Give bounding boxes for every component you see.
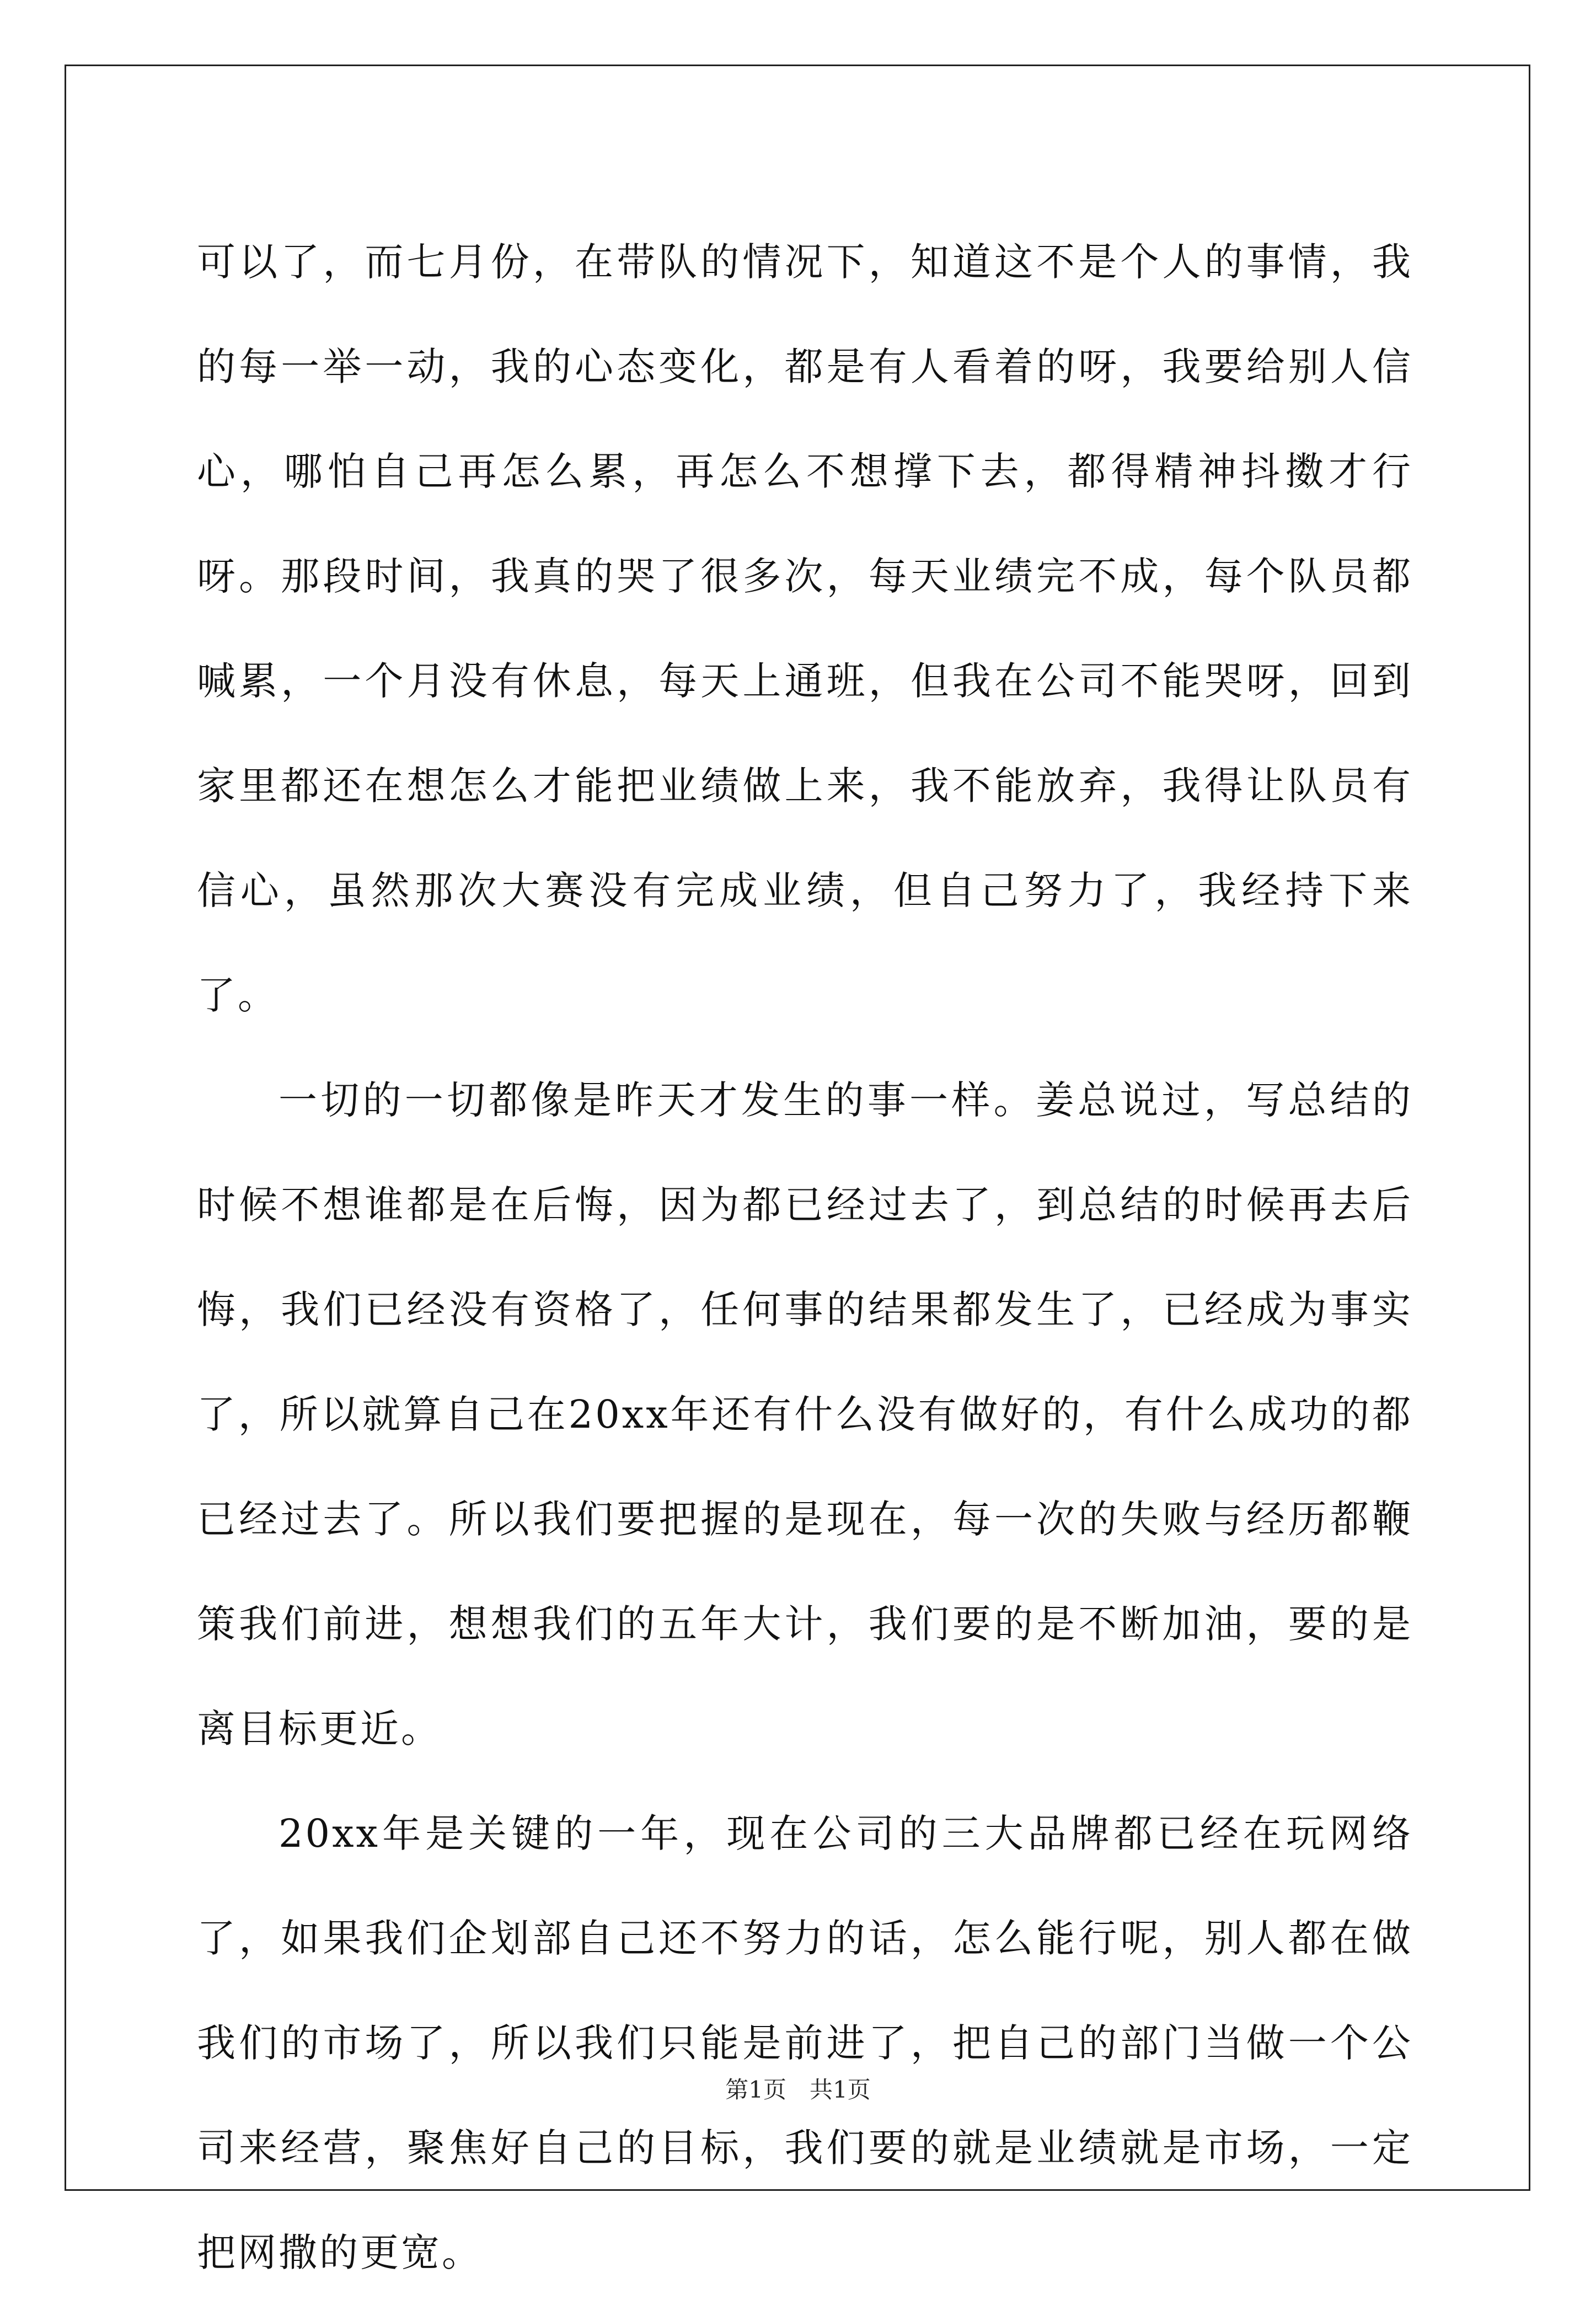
paragraph-3: 20xx年是关键的一年，现在公司的三大品牌都已经在玩网络了，如果我们企划部自己还不努力的话，怎么能行呢，别人都在做我们的市场了，所以我们只能是前进了，把自己的部门当做一个公司来经营，聚焦好自己的目标，我们要的就是业绩就是市场，一定把网撒的更宽。 (197, 1811, 1413, 2275)
paragraph-1: 可以了，而七月份，在带队的情况下，知道这不是个人的事情，我的每一举一动，我的心态变化，都是有人看着的呀，我要给别人信心，哪怕自己再怎么累，再怎么不想撑下去，都得精神抖擞才行呀。那段时间，我真的哭了很多次，每天业绩完不成，每个队员都喊累，一个月没有休息，每天上通班，但我在公司不能哭呀，回到家里都还在想怎么才能把业绩做上来，我不能放弃，我得让队员有信心，虽然那次大赛没有完成业绩，但自己努力了，我经持下来了。 (197, 239, 1413, 1018)
document-body (197, 210, 1413, 2305)
page-number-footer: 第1页 共1页 (725, 2076, 871, 2103)
paragraph-2: 一切的一切都像是昨天才发生的事一样。姜总说过，写总结的时候不想谁都是在后悔，因为都已经过去了，到总结的时候再去后悔，我们已经没有资格了，任何事的结果都发生了，已经成为事实了，所以就算自己在20xx年还有什么没有做好的，有什么成功的都已经过去了。所以我们要把握的是现在，每一次的失败与经历都鞭策我们前进，想想我们的五年大计，我们要的是不断加油，要的是离目标更近。 (197, 1078, 1413, 1751)
